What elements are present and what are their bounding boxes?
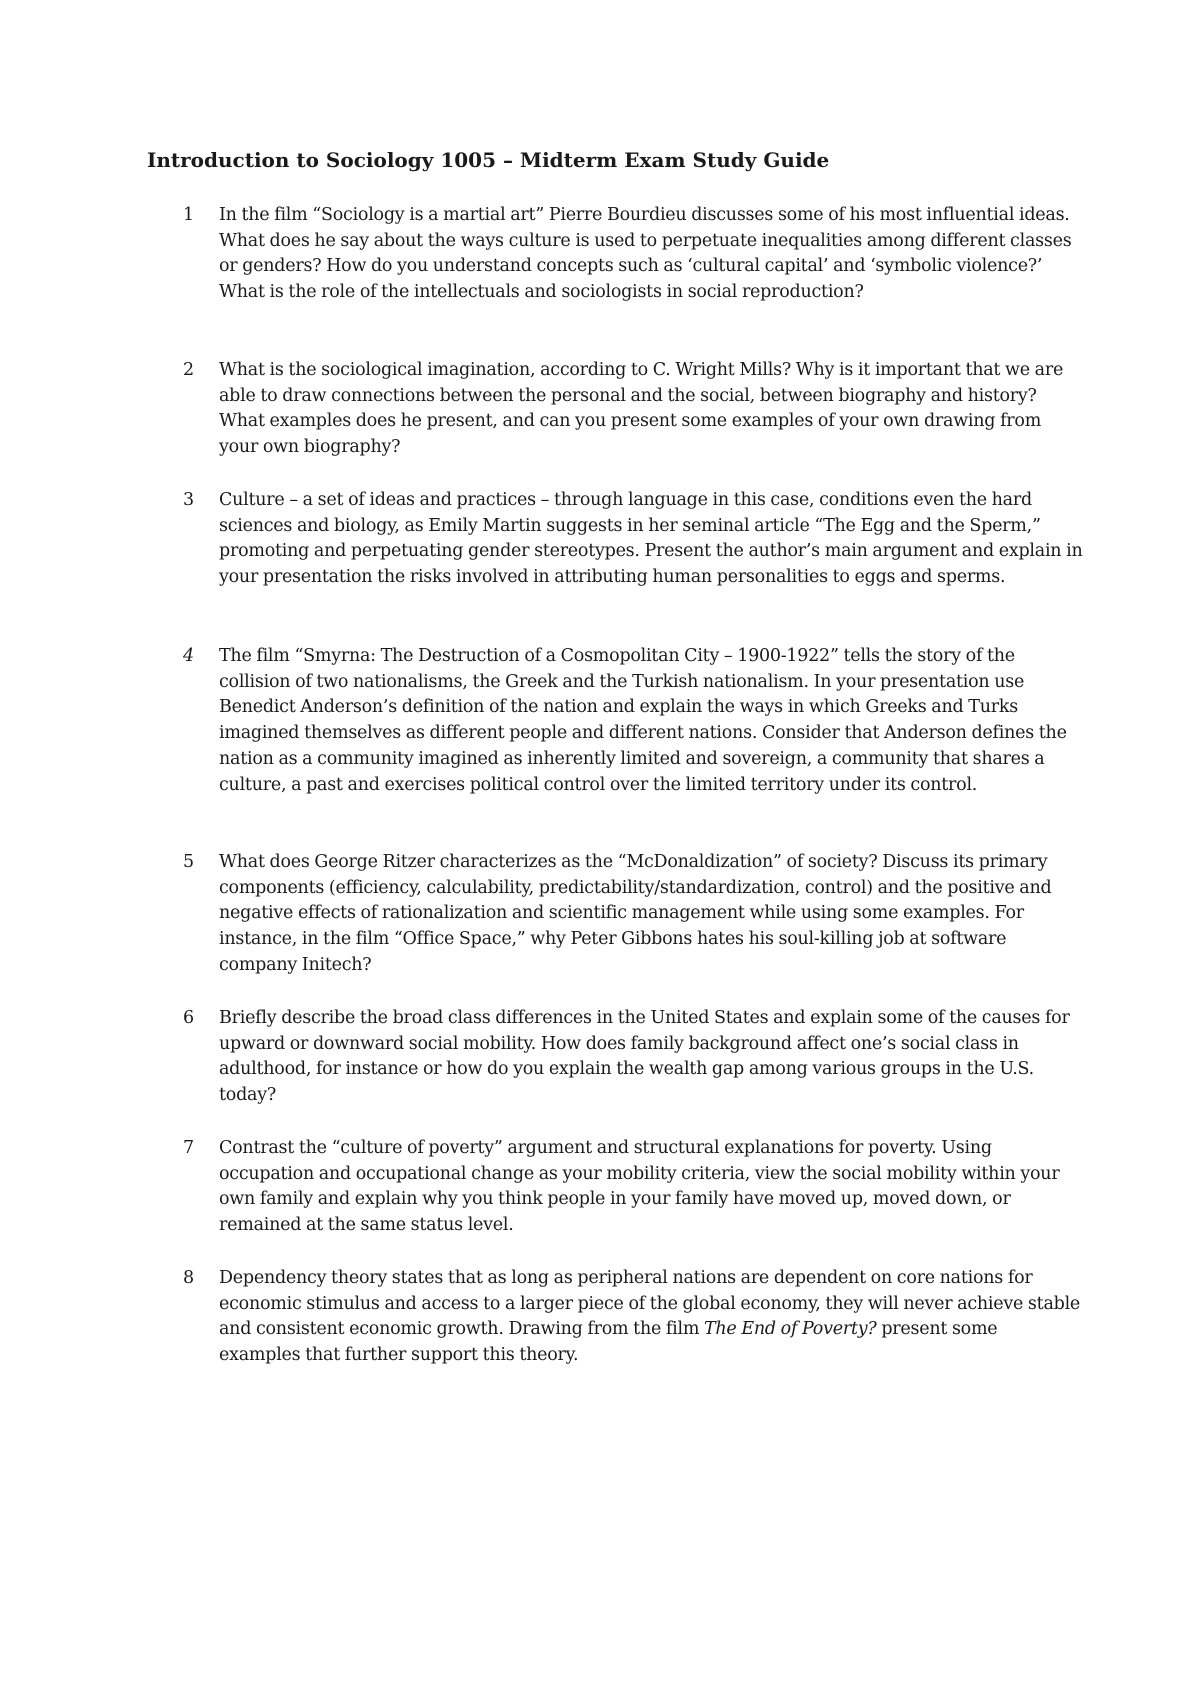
question-text-before: Dependency theory states that as long as peripheral nations are dependent on core nations for economic stimulus and access to a larger piece of the global economy, they will never achieve stable and consistent economic growth. Drawing from the film <box>219 1268 1081 1340</box>
question-text: Briefly describe the broad class differences in the United States and explain some of the causes for upward or downward social mobility. How does family background affect one’s social class in adulthood, for instance or how do you explain the wealth gap among various groups in the U.S. today? <box>219 1008 1070 1106</box>
question-text: Contrast the “culture of poverty” argument and structural explanations for poverty. Using occupation and occupational change as your mobility criteria, view the social mobility within your own family and explain why you think people in your family have moved up, moved down, or remained at the same status level. <box>219 1138 1060 1236</box>
question-number: 3 <box>183 490 195 510</box>
question-number: 6 <box>183 1008 195 1028</box>
question-number: 7 <box>183 1138 195 1158</box>
question-number: 4 <box>183 646 195 666</box>
document-title: Introduction to Sociology 1005 – Midterm Exam Study Guide <box>147 148 830 172</box>
question-text: What does George Ritzer characterizes as the “McDonaldization” of society? Discuss its primary components (efficiency, calculability, predictability/standardization, control) and the positive and negative effects of rationalization and scientific management while using some examples. For instance, in the film “Office Space,” why Peter Gibbons hates his soul-killing job at software company Initech? <box>219 852 1052 975</box>
question-number: 2 <box>183 360 195 380</box>
question-number: 8 <box>183 1268 195 1288</box>
question-text-after: present some examples that further support this theory. <box>219 1319 998 1366</box>
film-title: The End of Poverty? <box>703 1319 877 1340</box>
question-text: In the film “Sociology is a martial art” Pierre Bourdieu discusses some of his most influential ideas. What does he say about the ways culture is used to perpetuate inequalities among different classes or genders? How do you understand concepts such as ‘cultural capital’ and ‘symbolic violence?’ What is the role of the intellectuals and sociologists in social reproduction? <box>219 205 1072 303</box>
question-text: Culture – a set of ideas and practices – through language in this case, conditions even the hard sciences and biology, as Emily Martin suggests in her seminal article “The Egg and the Sperm,” promoting and perpetuating gender stereotypes. Present the author’s main argument and explain in your presentation the risks involved in attributing human personalities to eggs and sperms. <box>219 490 1083 588</box>
question-number: 1 <box>183 205 195 225</box>
question-number: 5 <box>183 852 195 872</box>
question-text: The film “Smyrna: The Destruction of a Cosmopolitan City – 1900-1922” tells the story of the collision of two nationalisms, the Greek and the Turkish nationalism. In your presentation use Benedict Anderson’s definition of the nation and explain the ways in which Greeks and Turks imagined themselves as different people and different nations. Consider that Anderson defines the nation as a community imagined as inherently limited and sovereign, a community that shares a culture, a past and exercises political control over the limited territory under its control. <box>219 646 1067 795</box>
question-text <box>219 1266 1083 1369</box>
question-text: What is the sociological imagination, according to C. Wright Mills? Why is it important that we are able to draw connections between the personal and the social, between biography and history? What examples does he present, and can you present some examples of your own drawing from your own biography? <box>219 360 1064 458</box>
